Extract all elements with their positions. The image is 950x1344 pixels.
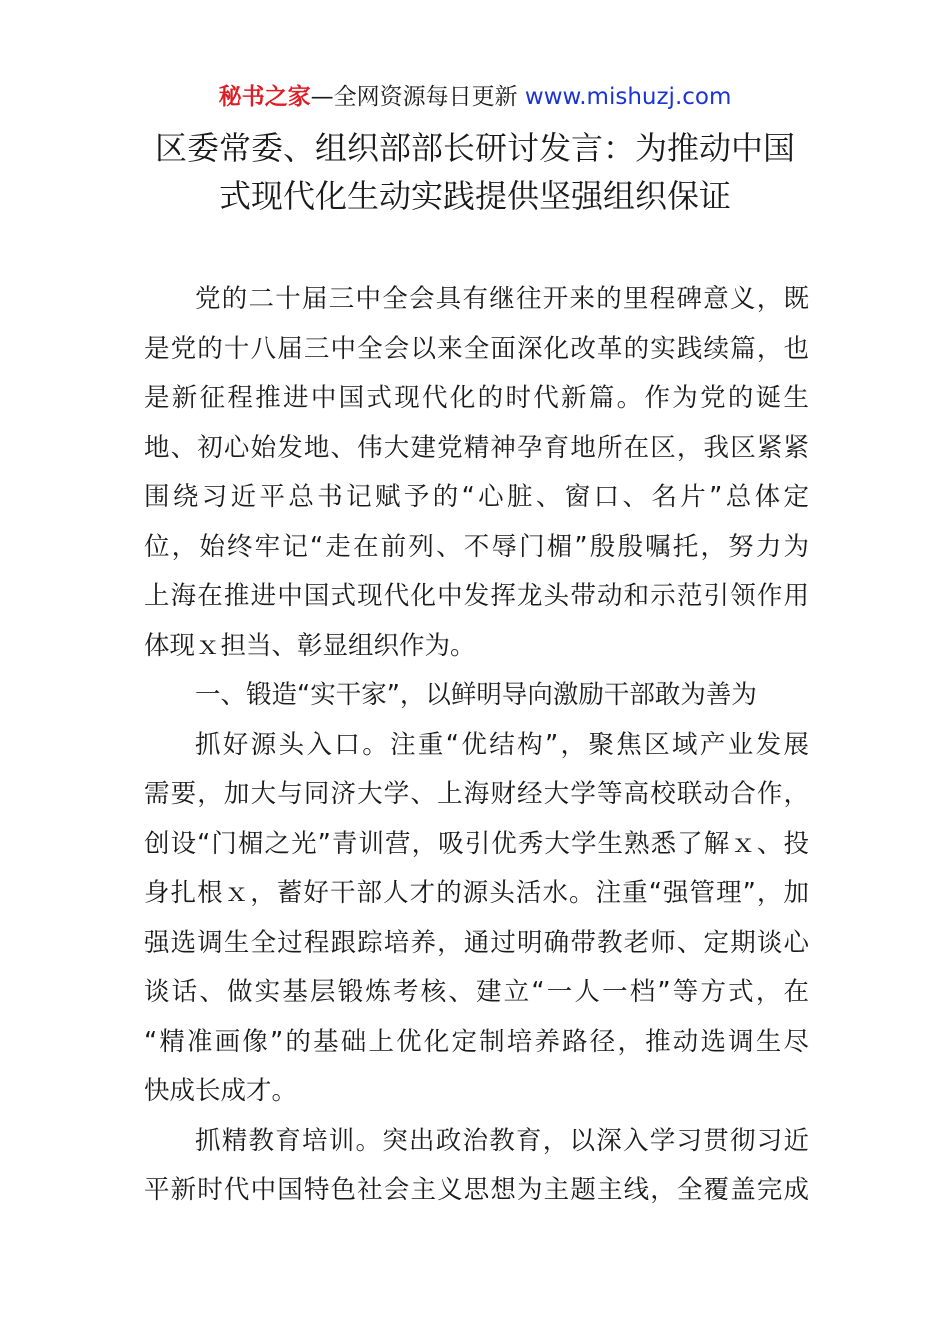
text-line: 抓好源头入口。注重“优结构”，聚焦区域产业发展	[195, 729, 809, 760]
text-line: 抓精教育培训。突出政治教育，以深入学习贯彻习近	[195, 1125, 809, 1156]
document-body	[144, 275, 809, 1216]
text-line: 党的二十届三中全会具有继往开来的里程碑意义，既	[195, 284, 809, 314]
text-line: 是新征程推进中国式现代化的时代新篇。作为党的诞生	[144, 383, 809, 413]
text-line: 平新时代中国特色社会主义思想为主题主线，全覆盖完成	[144, 1175, 809, 1205]
document-title-line-2: 式现代化生动实践提供坚强组织保证	[218, 177, 731, 215]
paragraph-source-entry	[144, 721, 809, 1117]
document-title-line-1: 区委常委、组织部部长研讨发言：为推动中国	[154, 129, 795, 167]
text-line: 是党的十八届三中全会以来全面深化改革的实践续篇，也	[144, 333, 809, 364]
text-line: 谈话、做实基层锻炼考核、建立“一人一档”等方式，在	[144, 977, 809, 1007]
text-line: 强选调生全过程跟踪培养，通过明确带教老师、定期谈心	[144, 927, 809, 958]
site-url-link[interactable]: www.mishuzj.com	[524, 84, 732, 110]
text-line: 地、初心始发地、伟大建党精神孕育地所在区，我区紧紧	[144, 432, 809, 463]
site-brand: 秘书之家	[218, 84, 311, 110]
site-banner	[0, 80, 950, 114]
text-line: 上海在推进中国式现代化中发挥龙头带动和示范引领作用	[144, 581, 809, 611]
text-line: 快成长成才。	[144, 1076, 298, 1106]
section-heading: 一、锻造“实干家”，以鲜明导向激励干部敢为善为	[195, 680, 757, 710]
text-line: 身扎根ｘ，蓄好干部人才的源头活水。注重“强管理”，加	[144, 878, 809, 908]
paragraph-intro	[144, 275, 809, 671]
text-line: 位，始终牢记“走在前列、不辱门楣”殷殷嘱托，努力为	[144, 531, 809, 562]
text-line: 体现ｘ担当、彰显组织作为。	[144, 630, 476, 661]
text-line: 需要，加大与同济大学、上海财经大学等高校联动合作，	[144, 779, 809, 809]
site-tagline: —全网资源每日更新	[310, 84, 518, 110]
text-line: “精准画像”的基础上优化定制培养路径，推动选调生尽	[144, 1026, 809, 1057]
text-line: 围绕习近平总书记赋予的“心脏、窗口、名片”总体定	[144, 482, 809, 512]
paragraph-education-training	[144, 1117, 809, 1216]
text-line: 创设“门楣之光”青训营，吸引优秀大学生熟悉了解ｘ、投	[144, 828, 809, 859]
section-heading-1	[144, 671, 809, 721]
